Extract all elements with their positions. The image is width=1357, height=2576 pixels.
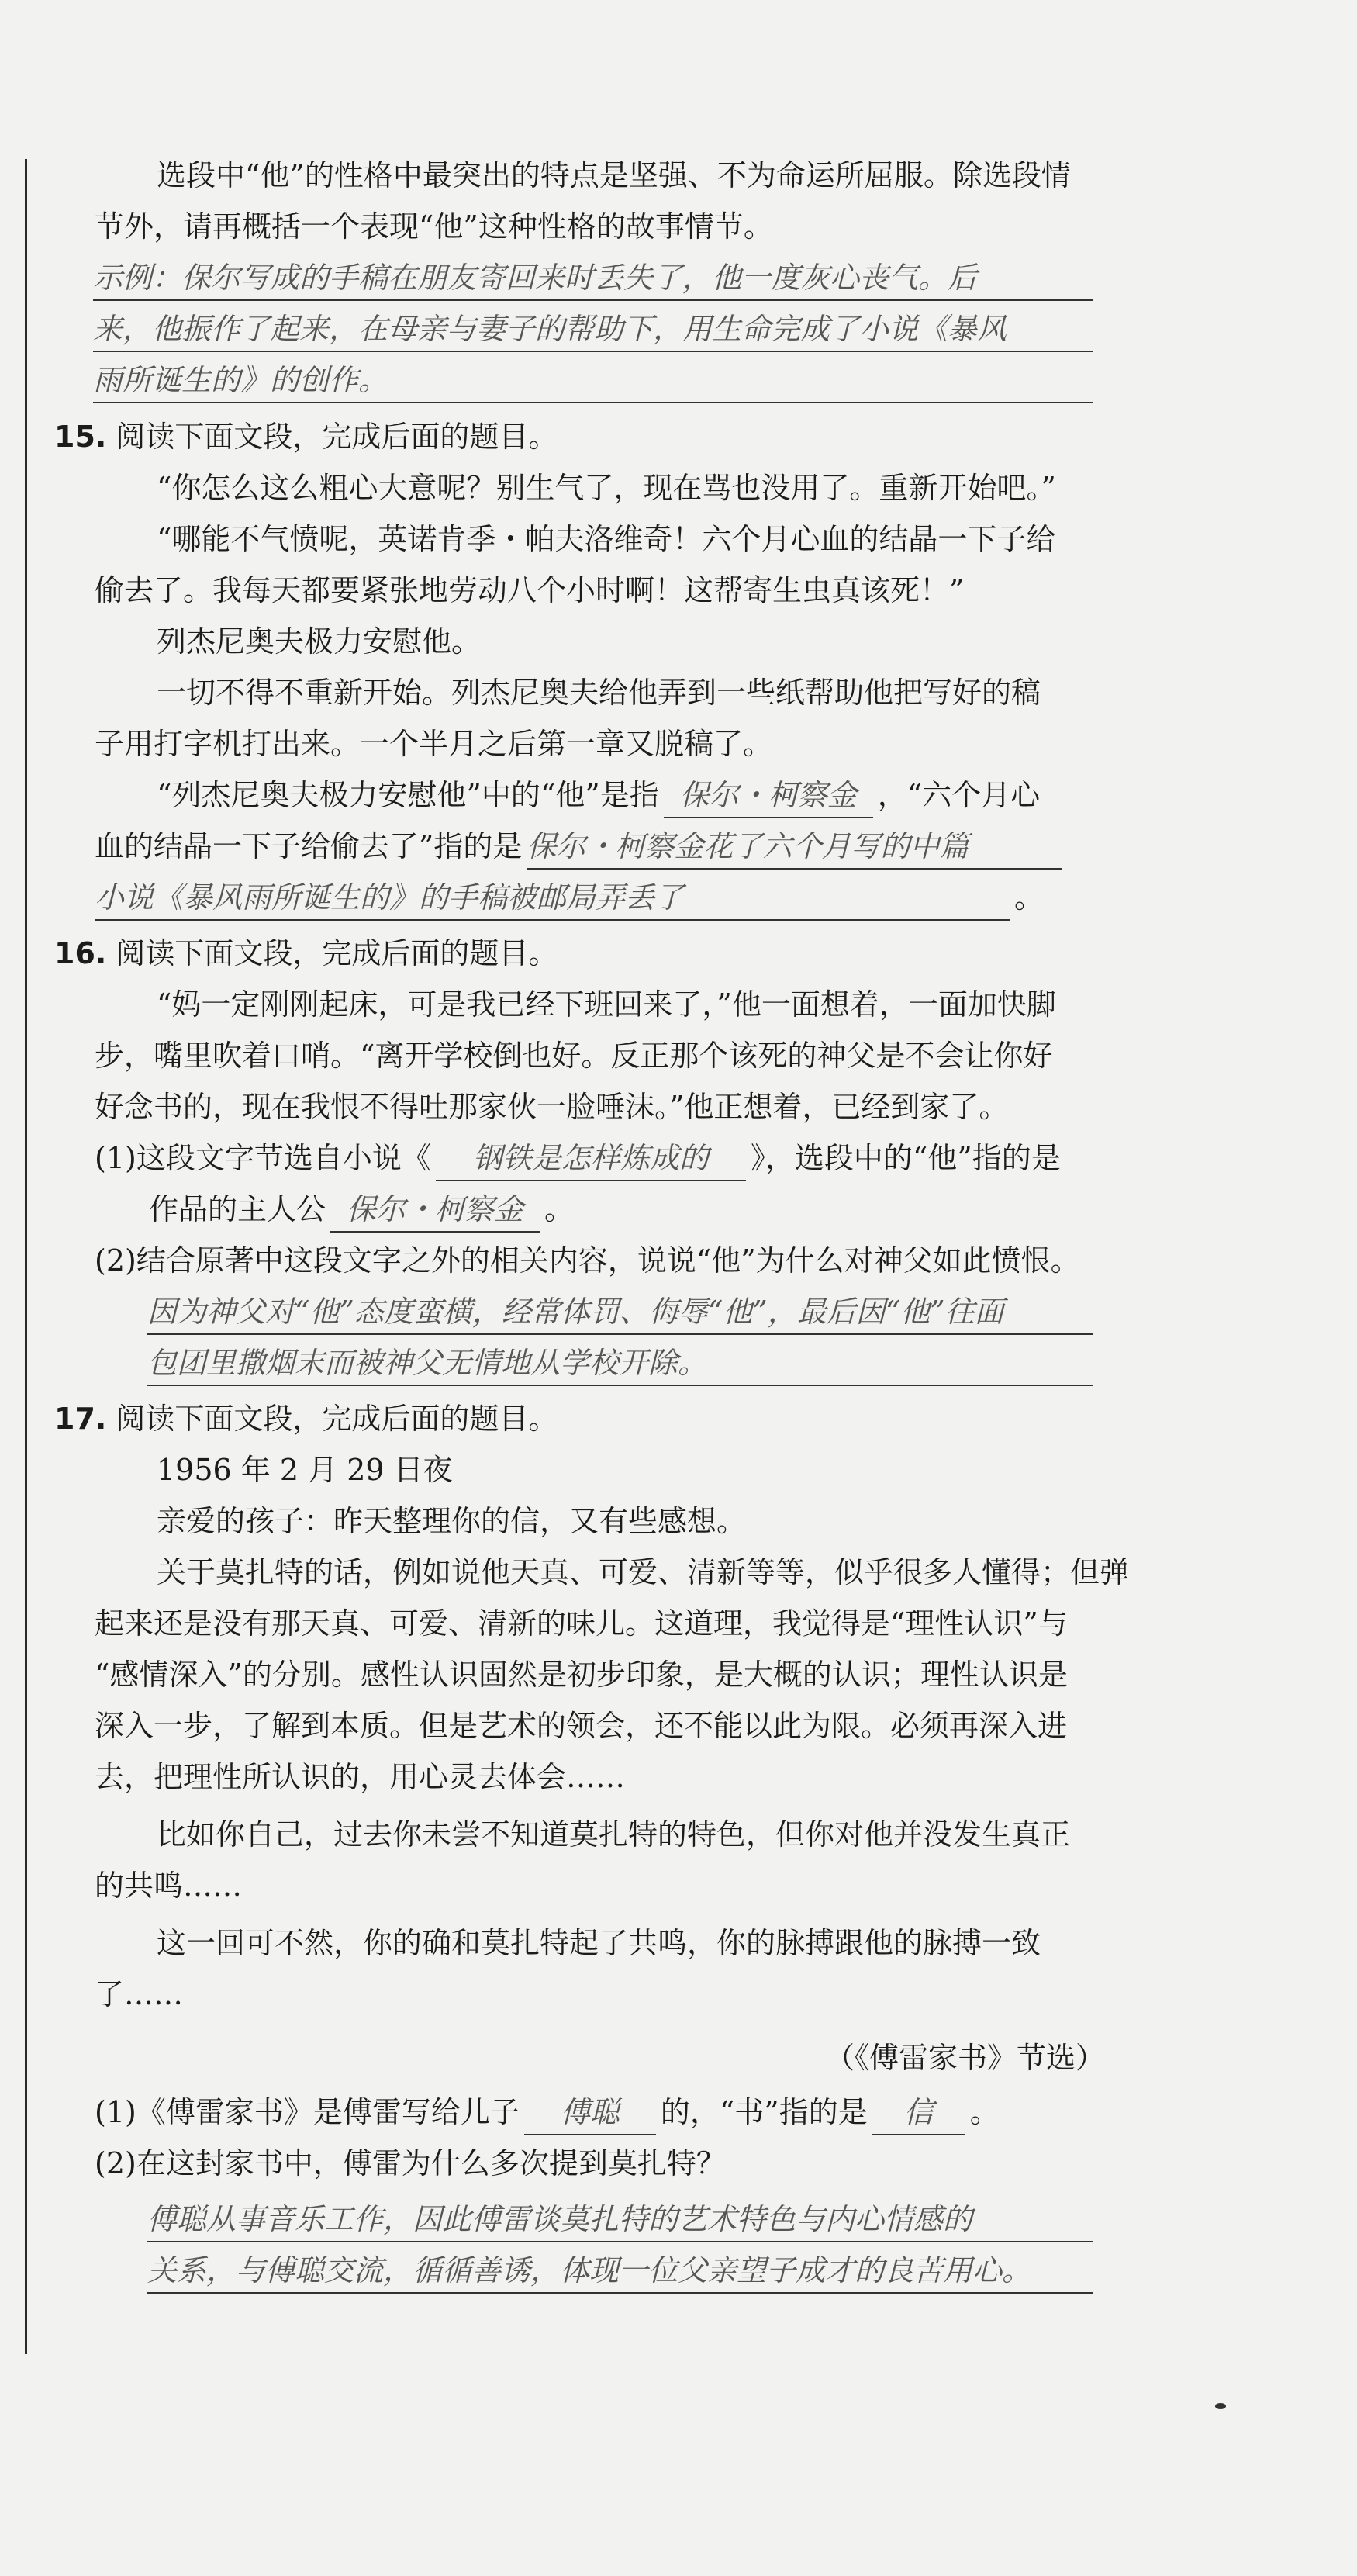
question-text: (2)在这封家书中，傅雷为什么多次提到莫扎特？ (95, 2146, 726, 2180)
passage-text: 列杰尼奥夫极力安慰他。 (157, 624, 482, 659)
passage-text: “哪能不气愤呢，英诺肯季・帕夫洛维奇！六个月心血的结晶一下子给 (157, 522, 1056, 556)
answer-blank: 保尔・柯察金 (330, 1188, 540, 1233)
question-text (54, 773, 1105, 818)
question-text (54, 825, 1105, 870)
answer-line: 包团里撒烟末而被神父无情地从学校开除。 (147, 1341, 1093, 1386)
answer-blank: 信 (872, 2090, 965, 2135)
question-number: 16. (54, 936, 107, 970)
prompt-text: “列杰尼奥夫极力安慰他”中的“他”是指 (157, 778, 659, 812)
letter-date: 1956 年 2 月 29 日夜 (157, 1453, 453, 1487)
answer-line: 示例：保尔写成的手稿在朋友寄回来时丢失了，他一度灰心丧气。后 (93, 256, 1093, 301)
passage-text: 比如你自己，过去你未尝不知道莫扎特的特色，但你对他并没发生真正 (157, 1817, 1071, 1852)
prompt-text: ，“六个月心 (877, 778, 1041, 812)
prompt-text: 。 (1014, 880, 1045, 915)
question-text (54, 2090, 1105, 2135)
passage-text: 了…… (95, 1977, 184, 2011)
answer-line: 来，他振作了起来，在母亲与妻子的帮助下，用生命完成了小说《暴风 (93, 307, 1093, 352)
question-text (54, 1188, 1105, 1233)
passage-text: 亲爱的孩子：昨天整理你的信，又有些感想。 (157, 1504, 747, 1538)
question-text: (2)结合原著中这段文字之外的相关内容，说说“他”为什么对神父如此愤恨。 (95, 1243, 1080, 1278)
passage-text: 一切不得不重新开始。列杰尼奥夫给他弄到一些纸帮助他把写好的稿 (157, 676, 1041, 710)
answer-blank: 保尔・柯察金 (664, 773, 873, 818)
question-text: 节外，请再概括一个表现“他”这种性格的故事情节。 (95, 209, 773, 244)
question-text (54, 876, 1105, 921)
prompt-text: 作品的主人公 (149, 1192, 326, 1226)
question-prompt: 阅读下面文段，完成后面的题目。 (116, 936, 558, 970)
prompt-text: 。 (969, 2095, 1000, 2129)
passage-text: 去，把理性所认识的，用心灵去体会…… (95, 1760, 626, 1794)
passage-text: 关于莫扎特的话，例如说他天真、可爱、清新等等，似乎很多人懂得；但弹 (157, 1555, 1130, 1589)
passage-text: 步，嘴里吹着口哨。“离开学校倒也好。反正那个该死的神父是不会让你好 (95, 1039, 1053, 1073)
answer-blank: 小说《暴风雨所诞生的》的手稿被邮局弄丢了 (95, 876, 1010, 921)
prompt-text: (1)这段文字节选自小说《 (95, 1141, 431, 1175)
prompt-text: 的，“书”指的是 (660, 2095, 868, 2129)
passage-text: 子用打字机打出来。一个半月之后第一章又脱稿了。 (95, 727, 773, 761)
answer-line: 因为神父对“他”态度蛮横，经常体罚、侮辱“他”，最后因“他”往面 (147, 1290, 1093, 1335)
prompt-text: 。 (544, 1192, 575, 1226)
prompt-text: (1)《傅雷家书》是傅雷写给儿子 (95, 2095, 520, 2129)
passage-text: “妈一定刚刚起床，可是我已经下班回来了，”他一面想着，一面加快脚 (157, 987, 1056, 1022)
answer-blank: 傅聪 (524, 2090, 656, 2135)
question-prompt: 阅读下面文段，完成后面的题目。 (116, 1402, 558, 1436)
passage-text: 的共鸣…… (95, 1869, 243, 1903)
answer-line: 雨所诞生的》的创作。 (93, 358, 1093, 403)
margin-rule (25, 159, 27, 2354)
prompt-text: 》，选段中的“他”指的是 (750, 1141, 1061, 1175)
question-number: 15. (54, 420, 107, 454)
answer-line: 傅聪从事音乐工作，因此傅雷谈莫扎特的艺术特色与内心情感的 (147, 2197, 1093, 2242)
question-prompt: 阅读下面文段，完成后面的题目。 (116, 420, 558, 454)
answer-blank: 钢铁是怎样炼成的 (436, 1136, 746, 1181)
answer-line: 关系，与傅聪交流，循循善诱，体现一位父亲望子成才的良苦用心。 (147, 2249, 1093, 2294)
passage-text: 这一回可不然，你的确和莫扎特起了共鸣，你的脉搏跟他的脉搏一致 (157, 1926, 1041, 1960)
question-16-header (54, 932, 1105, 975)
source-citation: （《傅雷家书》节选） (824, 2041, 1105, 2075)
answer-blank: 保尔・柯察金花了六个月写的中篇 (527, 825, 1062, 870)
question-text (54, 1136, 1105, 1181)
passage-text: 深入一步，了解到本质。但是艺术的领会，还不能以此为限。必须再深入进 (95, 1709, 1068, 1743)
ink-mark (1215, 2403, 1226, 2409)
prompt-text: 血的结晶一下子给偷去了”指的是 (95, 829, 523, 863)
question-17-header (54, 1397, 1105, 1440)
passage-text: “感情深入”的分别。感性认识固然是初步印象，是大概的认识；理性认识是 (95, 1658, 1068, 1692)
passage-text: “你怎么这么粗心大意呢？别生气了，现在骂也没用了。重新开始吧。” (157, 471, 1056, 505)
question-text: 选段中“他”的性格中最突出的特点是坚强、不为命运所屈服。除选段情 (157, 158, 1071, 192)
question-number: 17. (54, 1402, 107, 1436)
passage-text: 好念书的，现在我恨不得吐那家伙一脸唾沫。”他正想着，已经到家了。 (95, 1090, 1009, 1124)
passage-text: 起来还是没有那天真、可爱、清新的味儿。这道理，我觉得是“理性认识”与 (95, 1606, 1068, 1641)
question-15-header (54, 415, 1105, 458)
passage-text: 偷去了。我每天都要紧张地劳动八个小时啊！这帮寄生虫真该死！” (95, 573, 965, 607)
